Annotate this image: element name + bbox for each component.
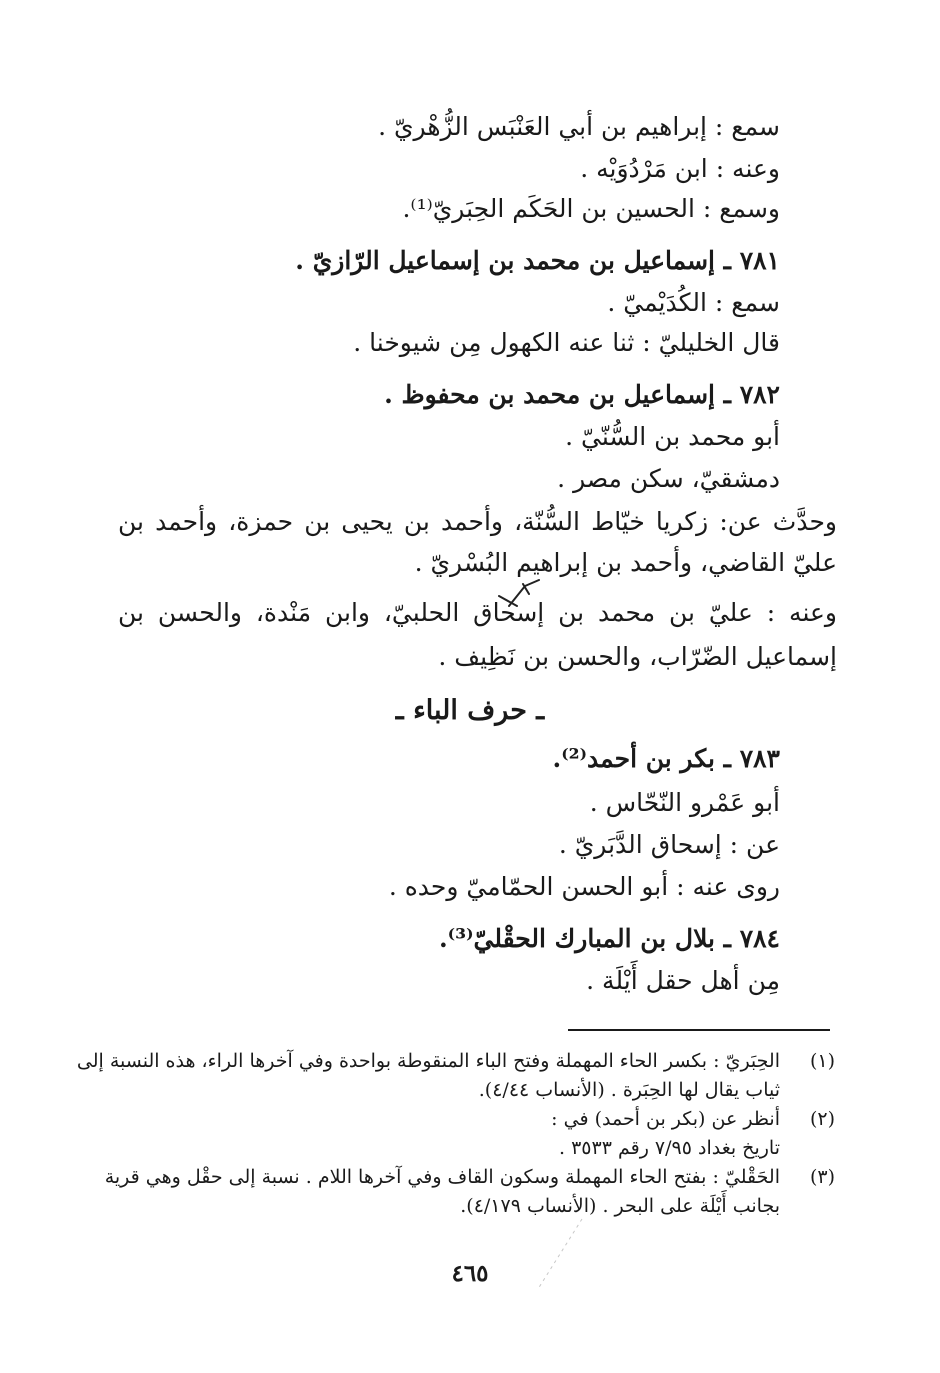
text-line: مِن أهل حقل أَيْلَة . (586, 966, 780, 995)
footnote-number: (١) (809, 1050, 835, 1072)
text-line: سمع : الكُدَيْميّ . (607, 288, 780, 317)
text-line: عن : إسحاق الدَّبَريّ . (558, 830, 780, 859)
footnote-line: تاريخ بغداد ٧/٩٥ رقم ٣٥٣٣ . (559, 1137, 780, 1159)
page-number: ٤٦٥ (451, 1260, 489, 1287)
text-line: قال الخليليّ : ثنا عنه الكهول مِن شيوخنا . (353, 328, 780, 357)
section-heading: ـ حرف الباء ـ (395, 695, 545, 726)
footnote-separator (568, 1029, 830, 1031)
entry-heading-784: ٧٨٤ ـ بلال بن المبارك الحقْليّ⁽³⁾. (438, 924, 780, 953)
text-line: وعنه : ابن مَرْدُوَيْه . (580, 154, 780, 183)
footnote-line: الحِبَريّ : بكسر الحاء المهملة وفتح الباء المنقوطة بواحدة وفي آخرها الراء، هذه النسبة إلى (76, 1050, 780, 1072)
entry-heading-782: ٧٨٢ ـ إسماعيل بن محمد بن محفوظ . (384, 380, 780, 409)
text-line: إسماعيل الضّرّاب، والحسن بن نَظِيف . (438, 642, 837, 671)
text-line: عليّ القاضي، وأحمد بن إبراهيم البُسْريّ . (414, 548, 837, 577)
entry-heading-781: ٧٨١ ـ إسماعيل بن محمد بن إسماعيل الرّازيّ . (295, 246, 780, 275)
text-line: وحدَّث عن: زكريا خيّاط السُّنّة، وأحمد بن يحيى بن حمزة، وأحمد بن (118, 507, 837, 536)
footnote-line: الحَقْليّ : بفتح الحاء المهملة وسكون القاف وفي آخرها اللام . نسبة إلى حقْل وهي قرية (104, 1166, 780, 1188)
footnote-line: ثياب يقال لها الحِبَرة . (الأنساب ٤/٤٤). (478, 1079, 780, 1101)
text-line: وعنه : عليّ بن محمد بن إسحاق الحلبيّ، وابن مَنْدة، والحسن بن (118, 598, 837, 627)
text-line: دمشقيّ، سكن مصر . (557, 464, 780, 493)
entry-heading-783: ٧٨٣ ـ بكر بن أحمد⁽²⁾. (552, 744, 780, 773)
text-line: أبو عَمْرو النّحّاس . (589, 788, 780, 817)
text-line: وسمع : الحسين بن الحَكَم الحِبَريّ⁽¹⁾. (402, 194, 780, 223)
handwritten-mark (495, 576, 545, 610)
footnote-line: بجانب أَيْلَة على البحر . (الأنساب ٤/١٧٩). (460, 1195, 780, 1217)
text-line: سمع : إبراهيم بن أبي العَنْبَس الزُّهْريّ . (378, 112, 780, 141)
text-line: أبو محمد بن السُّنّيّ . (565, 422, 780, 451)
footnote-number: (٣) (809, 1166, 835, 1188)
footnote-number: (٢) (809, 1108, 835, 1130)
footnote-line: أنظر عن (بكر بن أحمد) في : (551, 1108, 780, 1130)
text-line: روى عنه : أبو الحسن الحمّاميّ وحده . (388, 872, 780, 901)
